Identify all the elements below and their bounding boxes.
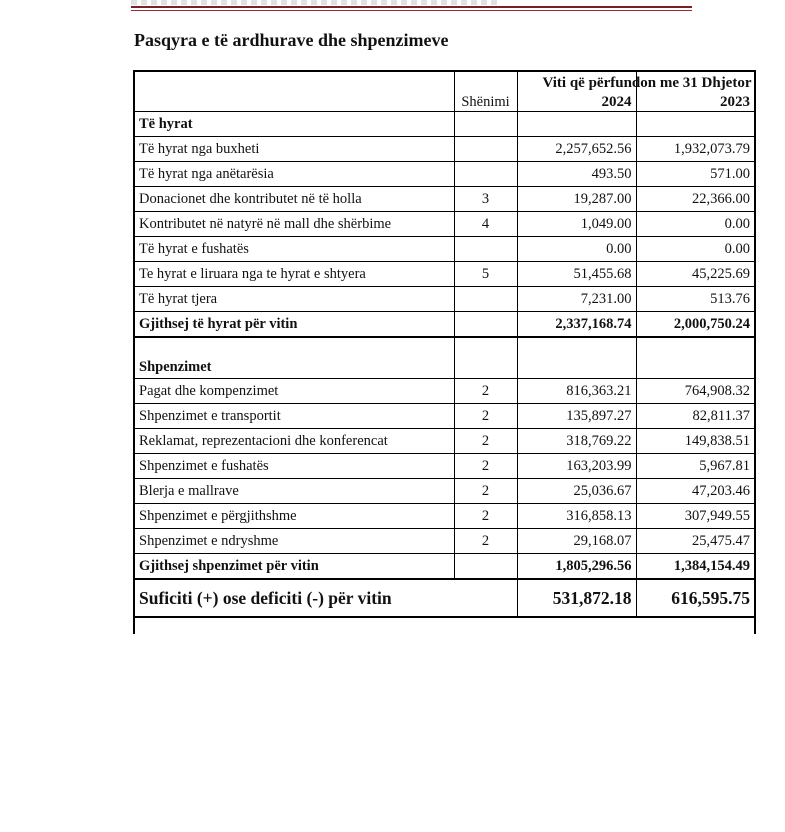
- row-label: Blerja e mallrave: [134, 479, 454, 504]
- row-value-2024: 2,257,652.56: [517, 137, 636, 162]
- row-value-2023: 22,366.00: [636, 187, 755, 212]
- row-value-2024: 816,363.21: [517, 379, 636, 404]
- row-value-2024: 318,769.22: [517, 429, 636, 454]
- row-label: Kontributet në natyrë në mall dhe shërbime: [134, 212, 454, 237]
- year-2023-label: 2023: [720, 94, 750, 110]
- row-value-2023: 45,225.69: [636, 262, 755, 287]
- surplus-2024: 531,872.18: [517, 579, 636, 617]
- table-row: [134, 137, 755, 162]
- income-total-label: Gjithsej të hyrat për vitin: [134, 312, 454, 338]
- income-section-heading-row: [134, 112, 755, 137]
- row-note: [454, 137, 517, 162]
- row-value-2023: 82,811.37: [636, 404, 755, 429]
- table-row: [134, 262, 755, 287]
- table-header-row: [134, 71, 755, 112]
- surplus-2023: 616,595.75: [636, 579, 755, 617]
- row-value-2023: 764,908.32: [636, 379, 755, 404]
- table-row: [134, 454, 755, 479]
- expenses-section-heading-row: [134, 337, 755, 379]
- table-row: [134, 187, 755, 212]
- row-note: 2: [454, 504, 517, 529]
- expenses-total-2023: 1,384,154.49: [636, 554, 755, 580]
- row-label: Pagat dhe kompenzimet: [134, 379, 454, 404]
- row-value-2023: 0.00: [636, 212, 755, 237]
- row-value-2024: 51,455.68: [517, 262, 636, 287]
- row-label: Të hyrat nga anëtarësia: [134, 162, 454, 187]
- row-value-2024: 29,168.07: [517, 529, 636, 554]
- income-heading: Të hyrat: [134, 112, 454, 137]
- row-value-2023: 1,932,073.79: [636, 137, 755, 162]
- row-value-2023: 25,475.47: [636, 529, 755, 554]
- period-header: Viti që përfundon me 31 Dhjetor: [542, 75, 752, 91]
- row-label: Të hyrat tjera: [134, 287, 454, 312]
- row-note: 5: [454, 262, 517, 287]
- row-note: 2: [454, 379, 517, 404]
- row-value-2023: 5,967.81: [636, 454, 755, 479]
- surplus-label: Suficiti (+) ose deficiti (-) për vitin: [134, 579, 517, 617]
- surplus-row: [134, 579, 755, 617]
- row-value-2024: 0.00: [517, 237, 636, 262]
- table-row: [134, 479, 755, 504]
- row-label: Shpenzimet e transportit: [134, 404, 454, 429]
- table-tail-row: [134, 617, 755, 634]
- row-note: 2: [454, 429, 517, 454]
- row-value-2024: 316,858.13: [517, 504, 636, 529]
- table-row: [134, 529, 755, 554]
- year-2024-label: 2024: [601, 94, 632, 110]
- row-note: 4: [454, 212, 517, 237]
- row-value-2024: 163,203.99: [517, 454, 636, 479]
- header-faded-text: [131, 0, 501, 5]
- table-row: [134, 379, 755, 404]
- income-total-2023: 2,000,750.24: [636, 312, 755, 338]
- row-note: [454, 287, 517, 312]
- row-value-2023: 47,203.46: [636, 479, 755, 504]
- row-note: 2: [454, 404, 517, 429]
- income-expense-statement-table: [133, 70, 756, 634]
- row-label: Të hyrat e fushatës: [134, 237, 454, 262]
- table-row: [134, 287, 755, 312]
- table-row: [134, 404, 755, 429]
- expenses-total-row: [134, 554, 755, 580]
- row-note: 2: [454, 479, 517, 504]
- row-value-2023: 307,949.55: [636, 504, 755, 529]
- table-row: [134, 237, 755, 262]
- row-value-2024: 1,049.00: [517, 212, 636, 237]
- row-value-2024: 493.50: [517, 162, 636, 187]
- header-description-cell: [134, 71, 454, 112]
- page-title: Pasqyra e të ardhurave dhe shpenzimeve: [134, 30, 449, 50]
- row-note: 2: [454, 529, 517, 554]
- row-value-2023: 149,838.51: [636, 429, 755, 454]
- expenses-total-label: Gjithsej shpenzimet për vitin: [134, 554, 454, 580]
- row-note: 2: [454, 454, 517, 479]
- row-value-2024: 135,897.27: [517, 404, 636, 429]
- row-value-2024: 19,287.00: [517, 187, 636, 212]
- table-row: [134, 162, 755, 187]
- note-column-header: Shënimi: [454, 71, 517, 112]
- header-rule-thick: [131, 6, 692, 8]
- expenses-total-2024: 1,805,296.56: [517, 554, 636, 580]
- row-note: [454, 162, 517, 187]
- row-value-2024: 7,231.00: [517, 287, 636, 312]
- income-total-row: [134, 312, 755, 338]
- row-label: Donacionet dhe kontributet në të holla: [134, 187, 454, 212]
- row-label: Reklamat, reprezentacioni dhe konferencat: [134, 429, 454, 454]
- row-note: 3: [454, 187, 517, 212]
- row-value-2023: 513.76: [636, 287, 755, 312]
- row-label: Te hyrat e liruara nga te hyrat e shtyera: [134, 262, 454, 287]
- row-value-2024: 25,036.67: [517, 479, 636, 504]
- row-label: Shpenzimet e ndryshme: [134, 529, 454, 554]
- row-label: Shpenzimet e përgjithshme: [134, 504, 454, 529]
- row-value-2023: 571.00: [636, 162, 755, 187]
- row-label: Të hyrat nga buxheti: [134, 137, 454, 162]
- row-label: Shpenzimet e fushatës: [134, 454, 454, 479]
- expenses-heading: Shpenzimet: [134, 337, 454, 379]
- income-total-2024: 2,337,168.74: [517, 312, 636, 338]
- row-value-2023: 0.00: [636, 237, 755, 262]
- table-row: [134, 212, 755, 237]
- header-rule-thin: [131, 10, 692, 11]
- table-row: [134, 429, 755, 454]
- table-row: [134, 504, 755, 529]
- row-note: [454, 237, 517, 262]
